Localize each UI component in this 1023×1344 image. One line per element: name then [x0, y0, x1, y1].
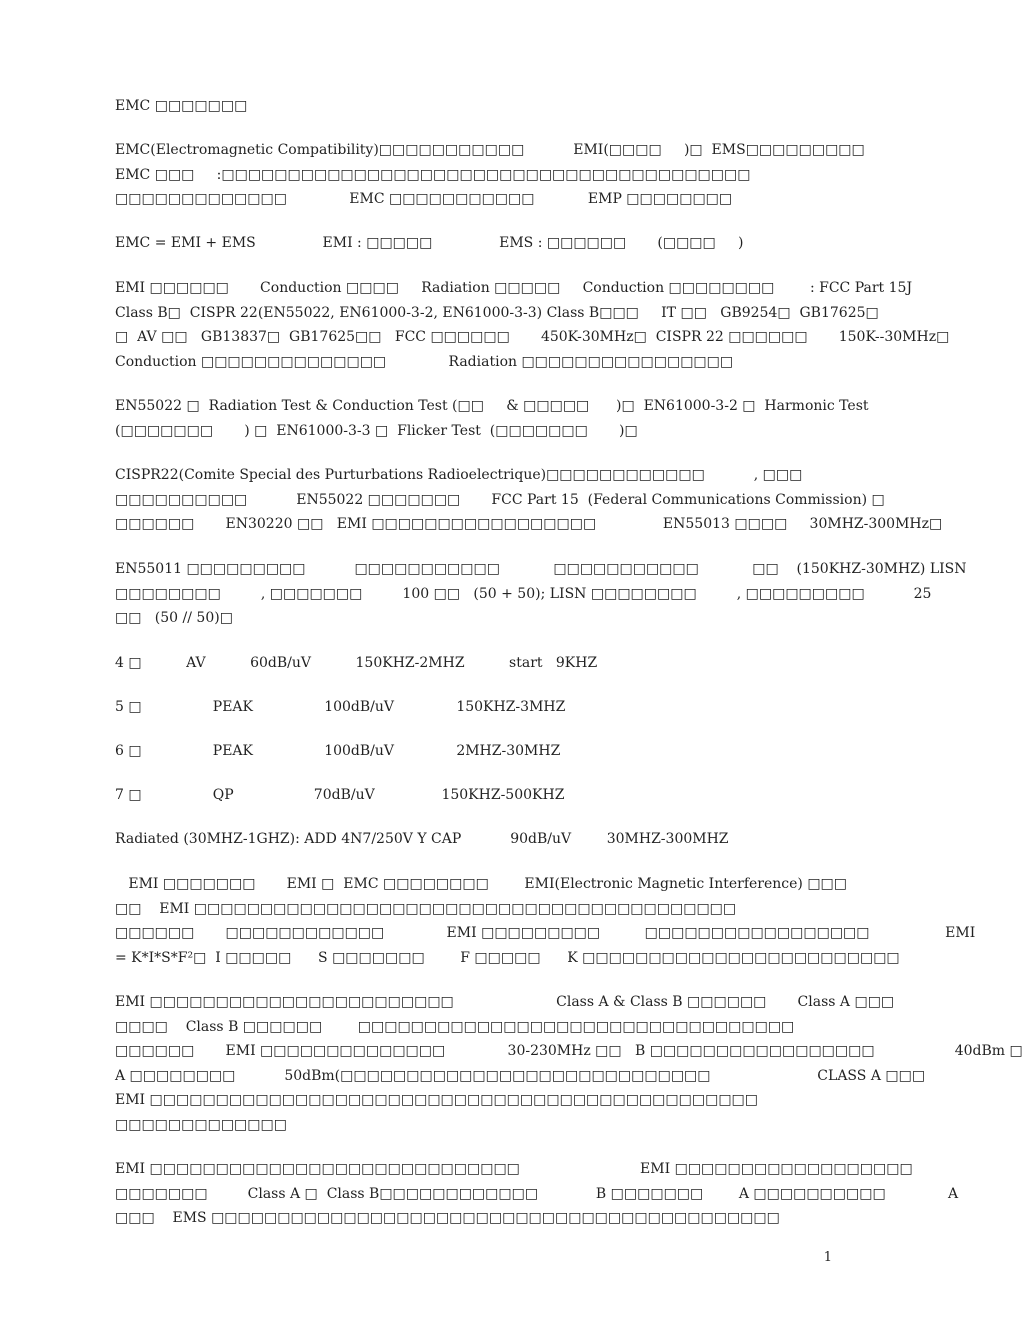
text-line: □□□□□□□□□□□□□ EMC □□□□□□□□□□□ EMP □□□□□□□□: [115, 191, 733, 207]
text-line: □□□□□□□ Class A □ Class B□□□□□□□□□□□□ B □□□□□□□ A □□□□□□□□□□ A: [115, 1185, 959, 1202]
text-line: EMI □□□□□□ Conduction □□□□ Radiation □□□□□ Conduction □□□□□□□□ : FCC Part 15J: [115, 280, 913, 296]
paragraph: [115, 1157, 959, 1231]
paragraph: [115, 394, 869, 443]
text-line: □□□□□□ EN30220 □□ EMI □□□□□□□□□□□□□□□□□ EN55013 □□□□ 30MHZ-300MHz□: [115, 516, 943, 532]
text-line: EMC(Electromagnetic Compatibility)□□□□□□□□□□□ EMI(□□□□ )□ EMS□□□□□□□□□: [115, 142, 865, 158]
page-number: 1: [823, 1250, 832, 1265]
text-line: EMI □□□□□□□ EMI □ EMC □□□□□□□□ EMI(Electronic Magnetic Interference) □□□: [115, 876, 848, 892]
text-line: EMI □□□□□□□□□□□□□□□□□□□□□□□ Class A & Class B □□□□□□ Class A □□□: [115, 994, 895, 1010]
text-line: □□□□□□□□ , □□□□□□□ 100 □□ (50 + 50); LISN □□□□□□□□ , □□□□□□□□□ 25: [115, 585, 932, 602]
text-line: □□□□□□ □□□□□□□□□□□□ EMI □□□□□□□□□ □□□□□□□□□□□□□□□□□ EMI: [115, 925, 976, 941]
paragraph: [115, 138, 865, 212]
text-line: EMC □□□ :□□□□□□□□□□□□□□□□□□□□□□□□□□□□□□□□□□□□□□□□: [115, 166, 751, 183]
text-line: = K*I*S*F²□ I □□□□□ S □□□□□□□ F □□□□□ K □□□□□□□□□□□□□□□□□□□□□□□□: [115, 949, 900, 966]
text-line: A □□□□□□□□ 50dBm(□□□□□□□□□□□□□□□□□□□□□□□□□□□□ CLASS A □□□: [115, 1067, 926, 1084]
paragraph: [115, 827, 835, 852]
text-line: EMC □□□□□□□: [115, 98, 248, 114]
text-line: 5 □ PEAK 100dB/uV 150KHZ-3MHZ: [115, 699, 566, 715]
text-line: EN55011 □□□□□□□□□ □□□□□□□□□□□ □□□□□□□□□□□ □□ (150KHZ-30MHZ) LISN: [115, 561, 967, 577]
text-line: 6 □ PEAK 100dB/uV 2MHZ-30MHZ: [115, 743, 561, 759]
text-line: 4 □ AV 60dB/uV 150KHZ-2MHZ start 9KHZ: [115, 655, 598, 671]
text-line: EMC = EMI + EMS EMI : □□□□□ EMS : □□□□□□ (□□□□ ): [115, 235, 744, 251]
text-line: Radiated (30MHZ-1GHZ): ADD 4N7/250V Y CAP 90dB/uV 30MHZ-300MHZ: [115, 831, 729, 847]
text-line: 7 □ QP 70dB/uV 150KHZ-500KHZ: [115, 787, 565, 803]
paragraph: [115, 231, 835, 256]
text-line: Class B□ CISPR 22(EN55022, EN61000-3-2, EN61000-3-3) Class B□□□ IT □□ GB9254□ GB17625□: [115, 304, 879, 321]
paragraph: [115, 463, 943, 537]
text-line: □□ EMI □□□□□□□□□□□□□□□□□□□□□□□□□□□□□□□□□□□□□□□□□: [115, 900, 737, 917]
paragraph: [115, 651, 835, 676]
text-line: □□□□□□□□□□□□□: [115, 1116, 287, 1133]
text-line: (□□□□□□□ ) □ EN61000-3-3 □ Flicker Test (□□□□□□□ )□: [115, 422, 638, 439]
text-line: □□ (50 // 50)□: [115, 610, 233, 626]
text-line: □□□ EMS □□□□□□□□□□□□□□□□□□□□□□□□□□□□□□□□□□□□□□□□□□□: [115, 1210, 780, 1226]
paragraph: [115, 872, 976, 970]
paragraph: [115, 94, 835, 119]
text-line: CISPR22(Comite Special des Purturbations Radioelectrique)□□□□□□□□□□□□ , □□□: [115, 467, 803, 483]
text-line: □□□□□□ EMI □□□□□□□□□□□□□□ 30-230MHz □□ B □□□□□□□□□□□□□□□□□ 40dBm □: [115, 1043, 1023, 1059]
text-line: □□□□□□□□□□ EN55022 □□□□□□□ FCC Part 15 (Federal Communications Commission) □: [115, 491, 885, 508]
paragraph: [115, 783, 835, 808]
text-line: EN55022 □ Radiation Test & Conduction Test (□□ & □□□□□ )□ EN61000-3-2 □ Harmonic Test: [115, 398, 869, 414]
paragraph: [115, 990, 1023, 1137]
paragraph: [115, 695, 835, 720]
text-line: Conduction □□□□□□□□□□□□□□ Radiation □□□□□□□□□□□□□□□□: [115, 353, 734, 370]
paragraph: [115, 739, 835, 764]
text-line: EMI □□□□□□□□□□□□□□□□□□□□□□□□□□□□ EMI □□□□□□□□□□□□□□□□□□: [115, 1161, 913, 1177]
paragraph: [115, 557, 967, 631]
paragraph: [115, 276, 950, 374]
text-line: EMI □□□□□□□□□□□□□□□□□□□□□□□□□□□□□□□□□□□□□□□□□□□□□□: [115, 1092, 759, 1108]
text-line: □ AV □□ GB13837□ GB17625□□ FCC □□□□□□ 450K-30MHz□ CISPR 22 □□□□□□ 150K--30MHz□: [115, 329, 950, 345]
text-line: □□□□ Class B □□□□□□ □□□□□□□□□□□□□□□□□□□□□□□□□□□□□□□□□: [115, 1018, 795, 1035]
